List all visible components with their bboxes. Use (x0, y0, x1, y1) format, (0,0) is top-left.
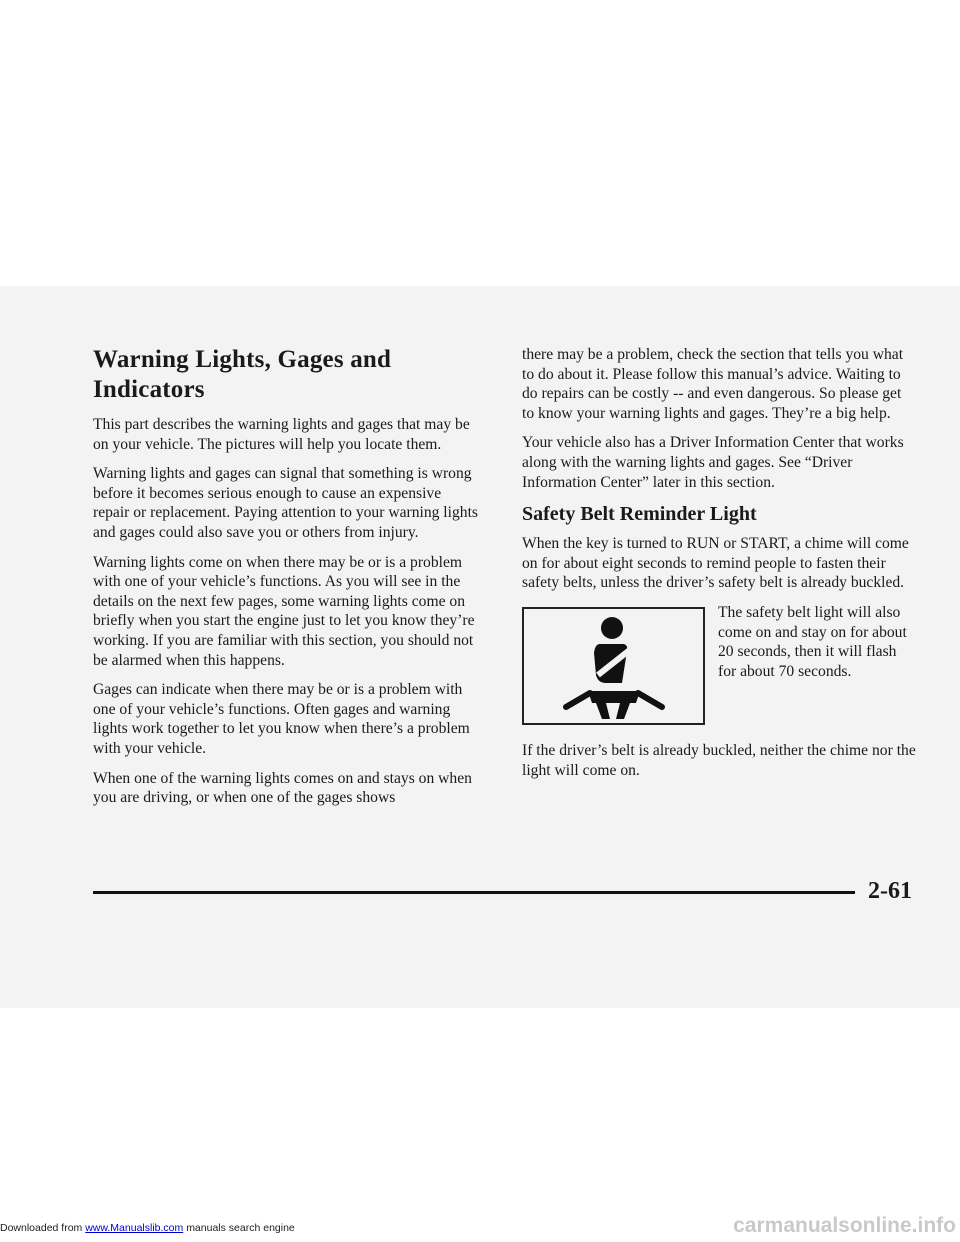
figure-row (522, 603, 917, 725)
figure-caption: The safety belt light will also come on and stay on for about 20 seconds, then it will flash for about 70 seconds. (718, 603, 907, 680)
footer-suffix: manuals search engine (186, 1222, 295, 1234)
seatbelt-figure (522, 607, 705, 725)
paragraph: Gages can indicate when there may be or is a problem with one of your vehicle’s functions. Often gages and warning lights work together to let you know when there’s a problem with your vehicle. (93, 681, 470, 757)
paragraph: This part describes the warning lights and gages that may be on your vehicle. The pictures will help you locate them. (93, 416, 470, 453)
paragraph: If the driver’s belt is already buckled, neither the chime nor the light will come on. (522, 741, 916, 779)
paragraph: When one of the warning lights comes on and stays on when you are driving, or when one of the gages shows (93, 769, 472, 807)
section-title: Safety Belt Reminder Light (522, 503, 757, 526)
page-title: Warning Lights, Gages and Indicators (93, 346, 392, 403)
paragraph: Warning lights come on when there may be or is a problem with one of your vehicle’s functions. As you will see in the details on the next few pages, some warning lights come on briefly when you start the engine just to let you know they’re working. If you are familiar with this section, you should not be alarmed when this happens. (93, 553, 475, 669)
left-column (93, 345, 478, 818)
paragraph: there may be a problem, check the section that tells you what to do about it. Please follow this manual’s advice. Waiting to do repairs can be costly -- and even dangerous. So please get to know your warning lights and gages. They’re a big help. (522, 346, 904, 422)
right-column (522, 345, 917, 790)
manualslib-link[interactable]: www.Manualslib.com (85, 1222, 184, 1234)
seatbelt-icon (554, 611, 674, 721)
paragraph: Your vehicle also has a Driver Information Center that works along with the warning lights and gages. See “Driver Information Center” later in this section. (522, 434, 904, 491)
watermark: carmanualsonline.info (733, 1214, 956, 1237)
page-number: 2-61 (868, 878, 912, 904)
footer-rule (93, 891, 855, 894)
paragraph: Warning lights and gages can signal that something is wrong before it becomes serious enough to cause an expensive repair or replacement. Paying attention to your warning lights and gages could also save you or others from injury. (93, 465, 478, 541)
paragraph: When the key is turned to RUN or START, a chime will come on for about eight seconds to remind people to fasten their safety belts, unless the driver’s safety belt is already buckled. (522, 535, 909, 592)
download-footer (0, 1222, 295, 1234)
footer-prefix: Downloaded from (0, 1222, 83, 1234)
